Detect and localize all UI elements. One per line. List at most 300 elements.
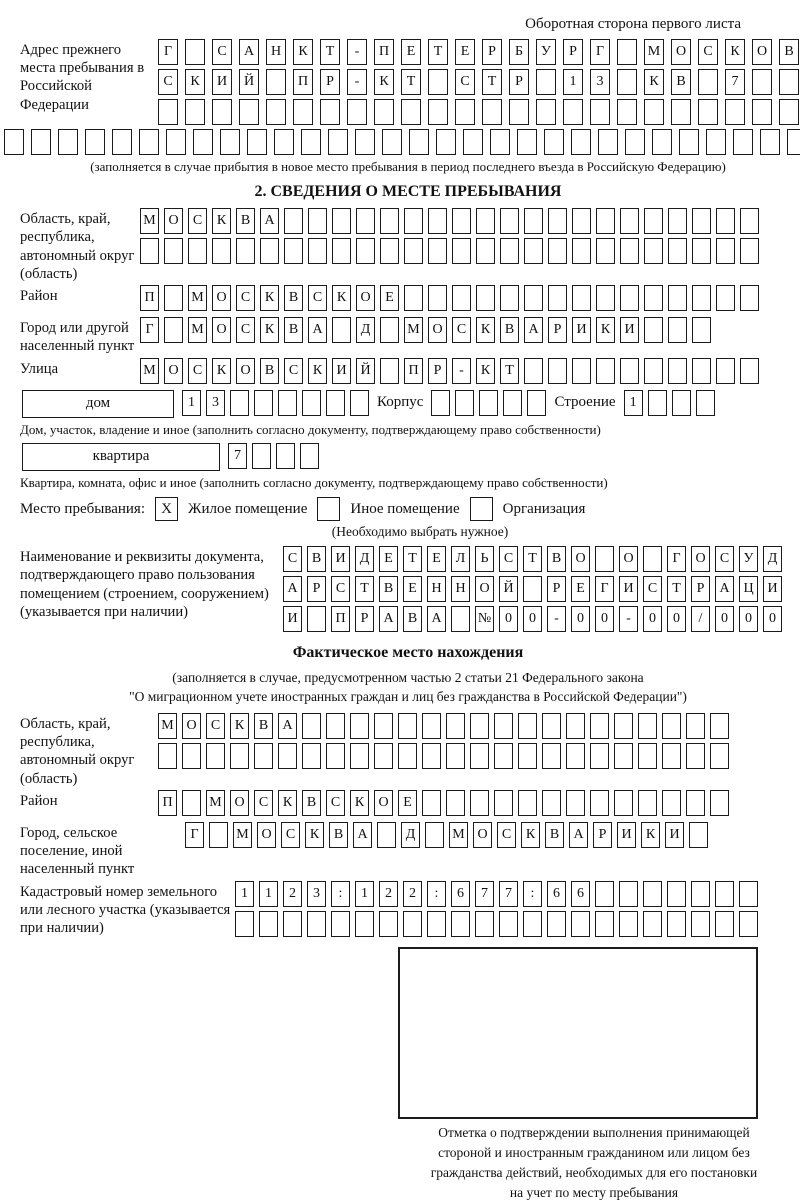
char-cell: - — [347, 69, 367, 95]
char-cell: С — [497, 822, 516, 848]
char-cell — [620, 285, 639, 311]
char-cell: 6 — [547, 881, 566, 907]
char-cell — [350, 743, 369, 769]
stamp-box — [398, 947, 758, 1119]
char-cell — [696, 390, 715, 416]
char-cell: И — [331, 546, 350, 572]
char-cell: 0 — [667, 606, 686, 632]
char-cell: Р — [547, 576, 566, 602]
char-cell — [692, 317, 711, 343]
char-cell — [452, 208, 471, 234]
char-cell — [620, 238, 639, 264]
document-row-1 — [283, 546, 796, 572]
char-cell — [523, 911, 542, 937]
char-cell — [470, 713, 489, 739]
char-cell: О — [619, 546, 638, 572]
char-cell: Р — [320, 69, 340, 95]
char-cell: О — [230, 790, 249, 816]
document-block — [20, 546, 796, 636]
char-cell — [698, 69, 718, 95]
char-cell — [698, 99, 718, 125]
char-cell — [672, 390, 691, 416]
subtitle-line-1: (заполняется в случае, предусмотренном частью 2 статьи 21 Федерального закона — [172, 670, 644, 686]
raion-block — [20, 285, 796, 315]
char-cell: С — [715, 546, 734, 572]
char-cell — [185, 99, 205, 125]
char-cell — [517, 129, 537, 155]
char-cell — [692, 285, 711, 311]
char-cell — [667, 911, 686, 937]
prev-address-overflow-row — [4, 129, 796, 155]
char-cell: - — [347, 39, 367, 65]
char-cell: Т — [320, 39, 340, 65]
char-cell: Л — [451, 546, 470, 572]
char-cell — [31, 129, 51, 155]
char-cell — [524, 208, 543, 234]
char-cell — [350, 713, 369, 739]
char-cell — [566, 713, 585, 739]
char-cell — [452, 238, 471, 264]
char-cell: А — [715, 576, 734, 602]
actual-raion-block — [20, 790, 796, 820]
char-cell — [614, 790, 633, 816]
char-cell — [671, 99, 691, 125]
char-cell — [302, 713, 321, 739]
char-cell: В — [254, 713, 273, 739]
char-cell — [620, 358, 639, 384]
stamp-caption-line-1: Отметка о подтверждении выполнения принимающей — [438, 1124, 750, 1140]
char-cell — [503, 390, 522, 416]
char-cell — [542, 790, 561, 816]
char-cell: В — [403, 606, 422, 632]
char-cell: Г — [590, 39, 610, 65]
stamp-caption — [388, 1123, 800, 1204]
char-cell: У — [536, 39, 556, 65]
prev-address-row-2 — [158, 69, 799, 95]
char-cell — [542, 743, 561, 769]
char-cell — [266, 69, 286, 95]
kadastr-row-1 — [235, 881, 796, 907]
char-cell: В — [260, 358, 279, 384]
char-cell: № — [475, 606, 494, 632]
char-cell: О — [671, 39, 691, 65]
stroenie-label: Строение — [554, 393, 616, 410]
char-cell — [320, 99, 340, 125]
char-cell — [644, 99, 664, 125]
char-cell — [715, 881, 734, 907]
oblast-block — [20, 208, 796, 283]
char-cell — [260, 238, 279, 264]
char-cell: Г — [140, 317, 159, 343]
char-cell: 2 — [403, 881, 422, 907]
place-type-label: Место пребывания: — [20, 500, 145, 517]
dom-cells — [182, 390, 369, 416]
char-cell — [490, 129, 510, 155]
char-cell: И — [212, 69, 232, 95]
char-cell: К — [641, 822, 660, 848]
char-cell: С — [499, 546, 518, 572]
char-cell — [455, 99, 475, 125]
char-cell — [380, 238, 399, 264]
char-cell: С — [254, 790, 273, 816]
char-cell: 1 — [563, 69, 583, 95]
char-cell — [710, 790, 729, 816]
char-cell — [638, 743, 657, 769]
char-cell — [158, 743, 177, 769]
char-cell: Й — [239, 69, 259, 95]
char-cell — [524, 238, 543, 264]
char-cell — [479, 390, 498, 416]
char-cell — [380, 317, 399, 343]
char-cell — [403, 911, 422, 937]
char-cell: К — [644, 69, 664, 95]
char-cell — [374, 713, 393, 739]
char-cell — [158, 99, 178, 125]
char-cell: И — [619, 576, 638, 602]
char-cell: - — [619, 606, 638, 632]
char-cell — [482, 99, 502, 125]
char-cell — [596, 208, 615, 234]
char-cell — [548, 285, 567, 311]
char-cell: В — [671, 69, 691, 95]
char-cell — [276, 443, 295, 469]
char-cell: К — [308, 358, 327, 384]
dom-row — [20, 390, 796, 420]
char-cell — [668, 285, 687, 311]
char-cell: К — [476, 317, 495, 343]
kadastr-row-2 — [235, 911, 796, 937]
char-cell — [431, 390, 450, 416]
kvartira-cells — [228, 443, 319, 469]
char-cell — [638, 790, 657, 816]
char-cell: А — [278, 713, 297, 739]
char-cell — [572, 238, 591, 264]
place-type-note: (Необходимо выбрать нужное) — [331, 524, 509, 540]
char-cell: Т — [403, 546, 422, 572]
char-cell — [193, 129, 213, 155]
char-cell — [686, 743, 705, 769]
char-cell: Д — [401, 822, 420, 848]
char-cell: К — [725, 39, 745, 65]
char-cell — [355, 129, 375, 155]
char-cell — [691, 911, 710, 937]
char-cell — [614, 713, 633, 739]
char-cell — [619, 881, 638, 907]
char-cell — [254, 390, 273, 416]
char-cell: А — [569, 822, 588, 848]
char-cell — [284, 208, 303, 234]
char-cell — [710, 713, 729, 739]
char-cell — [524, 285, 543, 311]
actual-gorod-block — [20, 822, 796, 879]
char-cell — [428, 99, 448, 125]
char-cell — [247, 129, 267, 155]
char-cell — [293, 99, 313, 125]
char-cell — [239, 99, 259, 125]
char-cell: Т — [482, 69, 502, 95]
char-cell — [710, 743, 729, 769]
char-cell: П — [158, 790, 177, 816]
char-cell: Н — [427, 576, 446, 602]
char-cell: 1 — [355, 881, 374, 907]
char-cell — [139, 129, 159, 155]
char-cell: П — [331, 606, 350, 632]
stroenie-cells — [624, 390, 715, 416]
char-cell: С — [331, 576, 350, 602]
char-cell: П — [293, 69, 313, 95]
char-cell: 2 — [379, 881, 398, 907]
char-cell: К — [212, 208, 231, 234]
char-cell — [230, 390, 249, 416]
char-cell: О — [212, 285, 231, 311]
char-cell — [307, 911, 326, 937]
char-cell — [374, 743, 393, 769]
section2-title: 2. СВЕДЕНИЯ О МЕСТЕ ПРЕБЫВАНИЯ — [254, 183, 562, 201]
char-cell — [689, 822, 708, 848]
char-cell — [140, 238, 159, 264]
char-cell: К — [350, 790, 369, 816]
char-cell: С — [206, 713, 225, 739]
char-cell — [571, 911, 590, 937]
char-cell — [451, 911, 470, 937]
char-cell — [625, 129, 645, 155]
char-cell: Т — [667, 576, 686, 602]
char-cell: 6 — [451, 881, 470, 907]
char-cell — [620, 208, 639, 234]
char-cell: О — [164, 208, 183, 234]
char-cell — [779, 69, 799, 95]
actual-location-subtitle — [20, 669, 796, 707]
char-cell — [644, 285, 663, 311]
char-cell: 0 — [571, 606, 590, 632]
document-row-2 — [283, 576, 796, 602]
char-cell: 1 — [259, 881, 278, 907]
char-cell — [572, 285, 591, 311]
char-cell: А — [524, 317, 543, 343]
char-cell: С — [283, 546, 302, 572]
char-cell: - — [452, 358, 471, 384]
char-cell: М — [233, 822, 252, 848]
char-cell: О — [236, 358, 255, 384]
char-cell — [548, 238, 567, 264]
char-cell — [779, 99, 799, 125]
dom-caption: Дом, участок, владение и иное (заполнить согласно документу, подтверждающему право собственности) — [20, 421, 601, 437]
char-cell: С — [308, 285, 327, 311]
char-cell — [652, 129, 672, 155]
char-cell — [85, 129, 105, 155]
char-cell — [401, 99, 421, 125]
char-cell — [595, 881, 614, 907]
checkbox-organization — [470, 497, 493, 521]
char-cell: И — [620, 317, 639, 343]
char-cell — [617, 39, 637, 65]
char-cell — [509, 99, 529, 125]
char-cell: 0 — [499, 606, 518, 632]
char-cell: С — [698, 39, 718, 65]
char-cell — [252, 443, 271, 469]
stamp-caption-line-4: на учет по месту пребывания — [509, 1185, 679, 1201]
char-cell: А — [283, 576, 302, 602]
char-cell: С — [236, 317, 255, 343]
char-cell — [500, 208, 519, 234]
char-cell — [475, 911, 494, 937]
char-cell — [692, 358, 711, 384]
char-cell — [668, 317, 687, 343]
char-cell — [209, 822, 228, 848]
char-cell: 0 — [523, 606, 542, 632]
char-cell — [686, 713, 705, 739]
char-cell — [164, 285, 183, 311]
char-cell — [436, 129, 456, 155]
char-cell: Г — [158, 39, 178, 65]
char-cell: Р — [548, 317, 567, 343]
char-cell — [740, 358, 759, 384]
document-row-3 — [283, 606, 796, 632]
char-cell — [590, 743, 609, 769]
char-cell — [259, 911, 278, 937]
char-cell — [377, 822, 396, 848]
char-cell — [302, 390, 321, 416]
char-cell: О — [356, 285, 375, 311]
ulitsa-label: Улица — [20, 360, 59, 377]
char-cell: К — [374, 69, 394, 95]
oblast-row-2 — [140, 238, 796, 264]
char-cell — [494, 790, 513, 816]
char-cell — [164, 238, 183, 264]
char-cell: К — [212, 358, 231, 384]
char-cell: Р — [355, 606, 374, 632]
char-cell: В — [379, 576, 398, 602]
char-cell — [185, 39, 205, 65]
char-cell — [332, 238, 351, 264]
char-cell: Е — [455, 39, 475, 65]
char-cell — [524, 358, 543, 384]
char-cell — [566, 743, 585, 769]
char-cell — [206, 743, 225, 769]
prev-address-caption: (заполняется в случае прибытия в новое место пребывания в период последнего въезда в Российскую Федерацию) — [90, 159, 726, 174]
char-cell: К — [260, 317, 279, 343]
char-cell: К — [596, 317, 615, 343]
char-cell: Р — [691, 576, 710, 602]
char-cell — [212, 238, 231, 264]
document-label: Наименование и реквизиты документа, подтверждающего право пользования помещением (строением, сооружением) (указывается при наличии) — [20, 549, 269, 620]
char-cell — [4, 129, 24, 155]
char-cell: А — [379, 606, 398, 632]
char-cell — [572, 358, 591, 384]
char-cell — [572, 208, 591, 234]
char-cell — [470, 790, 489, 816]
char-cell — [112, 129, 132, 155]
char-cell — [752, 69, 772, 95]
prev-address-row-3 — [158, 99, 799, 125]
char-cell: 3 — [206, 390, 225, 416]
char-cell: И — [572, 317, 591, 343]
char-cell — [595, 911, 614, 937]
char-cell — [182, 790, 201, 816]
char-cell: Г — [595, 576, 614, 602]
char-cell: К — [185, 69, 205, 95]
char-cell: М — [188, 317, 207, 343]
char-cell — [254, 743, 273, 769]
char-cell: 0 — [763, 606, 782, 632]
char-cell: В — [302, 790, 321, 816]
char-cell — [716, 208, 735, 234]
char-cell — [648, 390, 667, 416]
char-cell — [691, 881, 710, 907]
char-cell: О — [571, 546, 590, 572]
char-cell — [500, 285, 519, 311]
char-cell: В — [329, 822, 348, 848]
char-cell — [590, 713, 609, 739]
char-cell — [278, 743, 297, 769]
char-cell — [284, 238, 303, 264]
char-cell: 7 — [475, 881, 494, 907]
char-cell: Т — [523, 546, 542, 572]
char-cell: 7 — [499, 881, 518, 907]
raion-row — [140, 285, 796, 311]
char-cell — [740, 238, 759, 264]
char-cell: И — [763, 576, 782, 602]
char-cell — [716, 238, 735, 264]
char-cell: И — [665, 822, 684, 848]
other-premise-label: Иное помещение — [350, 500, 460, 517]
char-cell: Р — [307, 576, 326, 602]
char-cell: К — [521, 822, 540, 848]
char-cell — [404, 208, 423, 234]
char-cell: С — [326, 790, 345, 816]
char-cell — [760, 129, 780, 155]
char-cell — [446, 713, 465, 739]
kadastr-label: Кадастровый номер земельного или лесного участка (указывается при наличии) — [20, 883, 231, 937]
char-cell — [422, 713, 441, 739]
char-cell — [428, 69, 448, 95]
char-cell — [644, 238, 663, 264]
char-cell — [662, 713, 681, 739]
char-cell: 1 — [624, 390, 643, 416]
char-cell: Т — [355, 576, 374, 602]
char-cell — [382, 129, 402, 155]
char-cell: Д — [763, 546, 782, 572]
char-cell: О — [374, 790, 393, 816]
actual-raion-label: Район — [20, 792, 58, 809]
char-cell — [644, 317, 663, 343]
kvartira-box: квартира — [22, 443, 220, 471]
char-cell: Т — [428, 39, 448, 65]
char-cell — [679, 129, 699, 155]
char-cell: Е — [403, 576, 422, 602]
char-cell: 3 — [307, 881, 326, 907]
char-cell: В — [545, 822, 564, 848]
char-cell — [332, 208, 351, 234]
char-cell — [527, 390, 546, 416]
char-cell: В — [779, 39, 799, 65]
char-cell: М — [188, 285, 207, 311]
char-cell — [494, 743, 513, 769]
char-cell: П — [140, 285, 159, 311]
char-cell — [326, 713, 345, 739]
korpus-cells — [431, 390, 546, 416]
char-cell — [590, 790, 609, 816]
char-cell: Р — [593, 822, 612, 848]
char-cell — [716, 358, 735, 384]
char-cell: А — [353, 822, 372, 848]
char-cell: П — [404, 358, 423, 384]
char-cell — [619, 911, 638, 937]
char-cell: И — [617, 822, 636, 848]
char-cell — [548, 358, 567, 384]
char-cell: Й — [356, 358, 375, 384]
char-cell — [692, 208, 711, 234]
